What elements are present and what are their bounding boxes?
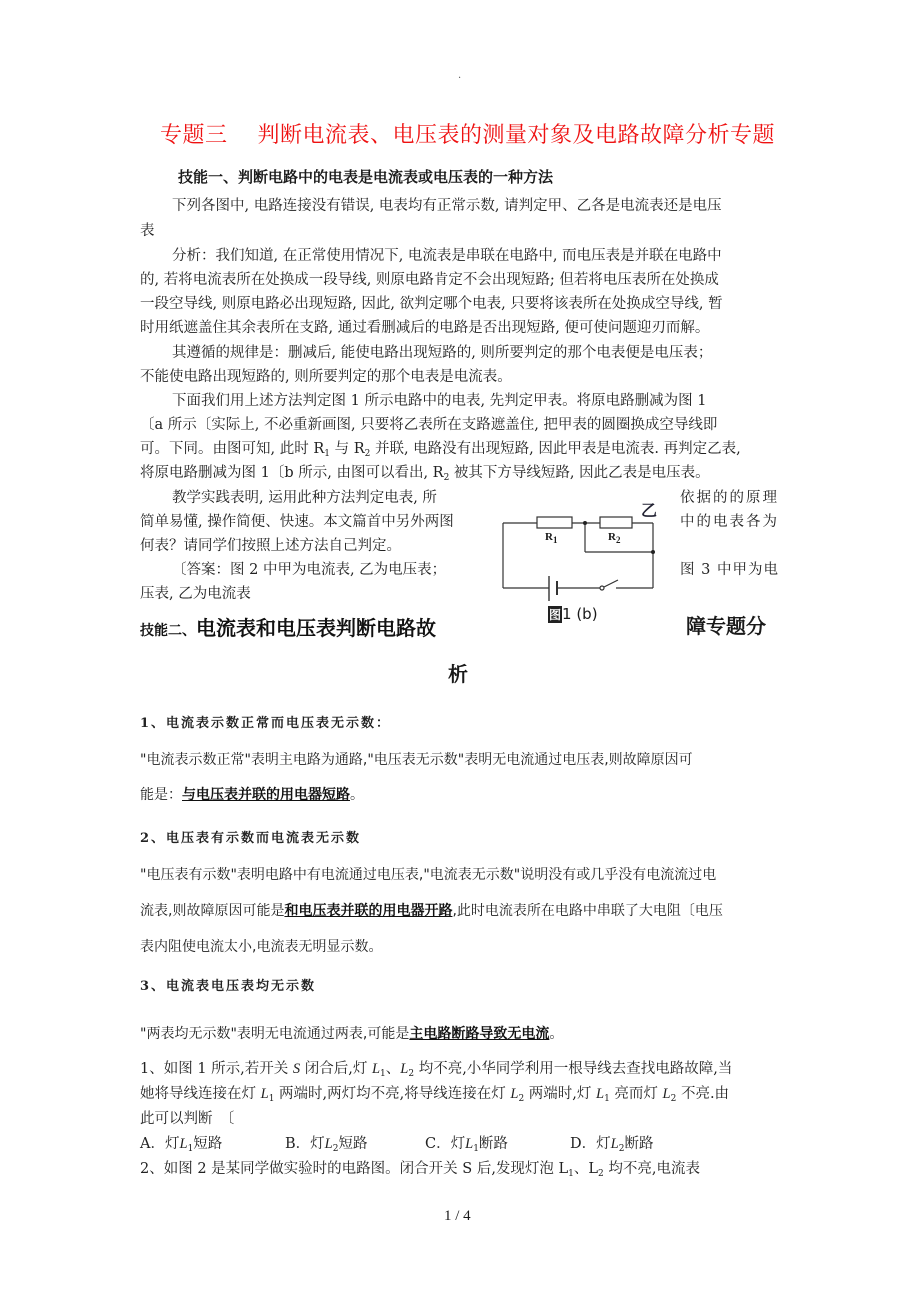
- practice-line-2: 简单易懂, 操作简便、快速。本文篇首中另外两图: [140, 514, 454, 530]
- method-line-3: [140, 437, 741, 459]
- section-2-line-1: "电压表有示数"表明电路中有电流通过电压表,"电流表无示数"说明没有或几乎没有电流流过电: [140, 867, 717, 883]
- method-text: 并联, 电路没有出现短路, 因此甲表是电流表. 再判定乙表,: [370, 441, 741, 457]
- practice-line-1: 教学实践表明, 运用此种方法判定电表, 所: [172, 490, 437, 506]
- question-1-options: [140, 1132, 653, 1154]
- method-text: 被其下方导线短路, 因此乙表是电压表。: [449, 465, 710, 481]
- document-title: [160, 118, 775, 149]
- section-2-heading: 2、电压表有示数而电流表无示数: [140, 831, 362, 846]
- option-a[interactable]: A．灯L1短路: [140, 1136, 223, 1154]
- subscript: 2: [364, 449, 371, 459]
- method-line-2: 〔a 所示〔实际上, 不必重新画图, 只要将乙表所在支路遮盖住, 把甲表的圆圈换成空导线即: [140, 417, 718, 433]
- section-1-line-2: [140, 784, 364, 804]
- meter-label-yi: 乙: [641, 501, 658, 520]
- practice-line-4-right: 图 3 中甲为电: [680, 562, 779, 578]
- caption-box: 图: [549, 608, 562, 622]
- method-text: 与 R: [329, 441, 365, 457]
- rule-line-2: 不能使电路出现短路的, 则所要判定的那个电表是电流表。: [140, 369, 512, 385]
- method-line-1: 下面我们用上述方法判定图 1 所示电路中的电表, 先判定甲表。将原电路删减为图 1: [172, 393, 707, 409]
- section-text: 。: [549, 1026, 564, 1042]
- practice-line-2-right: 中的电表各为: [680, 514, 779, 530]
- section-2-line-2: [140, 900, 723, 920]
- practice-line-5: 压表, 乙为电流表: [140, 586, 251, 602]
- option-c[interactable]: C．灯L1断路: [425, 1136, 508, 1154]
- question-1-line-2: 她将导线连接在灯 $L_1$ 两端时,两灯均不亮,将导线连接在灯 $L_2$ 两端时,灯 $L_1$ 亮而灯 $L_2$ 不亮.由: [140, 1086, 730, 1104]
- method-line-4: [140, 461, 710, 483]
- rule-line-1: 其遵循的规律是：删减后, 能使电路出现短路的, 则所要判定的那个电表便是电压表；: [172, 345, 713, 361]
- section-3-heading: 3、电流表电压表均无示数: [140, 979, 317, 994]
- skill2-title-part2: 障专题分: [686, 614, 766, 638]
- section-text: 能是：: [140, 787, 182, 803]
- analysis-line-3: 一段空导线, 则原电路必出现短路, 因此, 欲判定哪个电表, 只要将该表所在处换成空导线, 暂: [140, 296, 723, 312]
- practice-line-4: 〔答案：图 2 中甲为电流表, 乙为电压表；: [172, 562, 447, 578]
- subscript: 2: [443, 473, 450, 483]
- skill2-title-part1: 电流表和电压表判断电路故: [196, 616, 436, 640]
- skill2-heading: [140, 612, 436, 641]
- caption-text: 1 (b): [562, 605, 598, 623]
- fault-cause-highlight: 主电路断路导致无电流: [409, 1026, 550, 1042]
- header-dot: .: [458, 70, 462, 81]
- page-number: 1 / 4: [444, 1208, 471, 1224]
- analysis-line-2: 的, 若将电流表所在处换成一段导线, 则原电路肯定不会出现短路; 但若将电压表所在处换成: [140, 272, 719, 288]
- section-text: 流表,则故障原因可能是: [140, 903, 285, 919]
- method-text: 将原电路删减为图 1〔b 所示, 由图可以看出, R: [140, 465, 444, 481]
- intro-line-1: 下列各图中, 电路连接没有错误, 电表均有正常示数, 请判定甲、乙各是电流表还是电压: [172, 198, 722, 214]
- question-1-line-3: 此可以判断 〔: [140, 1111, 235, 1127]
- practice-line-1-right: 依据的的原理: [680, 490, 779, 506]
- resistor-r1-label: $R_1$: [545, 531, 558, 545]
- skill1-heading: 技能一、判断电路中的电表是电流表或电压表的一种方法: [178, 168, 554, 186]
- section-1-heading: 1、电流表示数正常而电压表无示数：: [140, 716, 392, 731]
- subscript: 1: [324, 449, 330, 459]
- method-text: 可。下同。由图可知, 此时 R: [140, 441, 325, 457]
- section-2-line-3: 表内阻使电流太小,电流表无明显示数。: [140, 939, 383, 955]
- question-1-line-1: 1、如图 1 所示,若开关 S 闭合后,灯 $L_1$、$L_2$ 均不亮,小华同学利用一根导线去查找电路故障,当: [140, 1061, 733, 1079]
- section-3-line-1: [140, 1023, 563, 1043]
- skill2-title-part3: 析: [448, 662, 468, 686]
- practice-line-3: 何表？请同学们按照上述方法自己判定。: [140, 538, 401, 554]
- fault-cause-highlight: 和电压表并联的用电器开路: [284, 903, 453, 919]
- option-b[interactable]: B．灯L2短路: [285, 1136, 368, 1154]
- title-topic-number: 专题三: [160, 123, 228, 148]
- analysis-line-1: 分析：我们知道, 在正常使用情况下, 电流表是串联在电路中, 而电压表是并联在电路中: [172, 248, 722, 264]
- section-text: "两表均无示数"表明无电流通过两表,可能是: [140, 1026, 410, 1042]
- analysis-line-4: 时用纸遮盖住其余表所在支路, 通过看删减后的电路是否出现短路, 便可使问题迎刃而解。: [140, 320, 710, 336]
- section-text: 。: [350, 787, 364, 803]
- fault-cause-highlight: 与电压表并联的用电器短路: [182, 787, 350, 803]
- question-2-line-1: 2、如图 2 是某同学做实验时的电路图。闭合开关 S 后,发现灯泡 $L_1$、$L_2$ 均不亮,电流表: [140, 1161, 700, 1179]
- resistor-r2-label: $R_2$: [608, 531, 621, 545]
- title-topic-name: 判断电流表、电压表的测量对象及电路故障分析专题: [257, 123, 776, 148]
- intro-line-2: 表: [140, 223, 155, 239]
- skill2-prefix: 技能二、: [140, 623, 196, 639]
- section-text: ,此时电流表所在电路中串联了大电阻〔电压: [452, 903, 723, 919]
- section-1-line-1: "电流表示数正常"表明主电路为通路,"电压表无示数"表明无电流通过电压表,则故障原因可: [140, 752, 693, 768]
- figure-caption: [548, 605, 598, 623]
- option-d[interactable]: D．灯L2断路: [570, 1136, 654, 1154]
